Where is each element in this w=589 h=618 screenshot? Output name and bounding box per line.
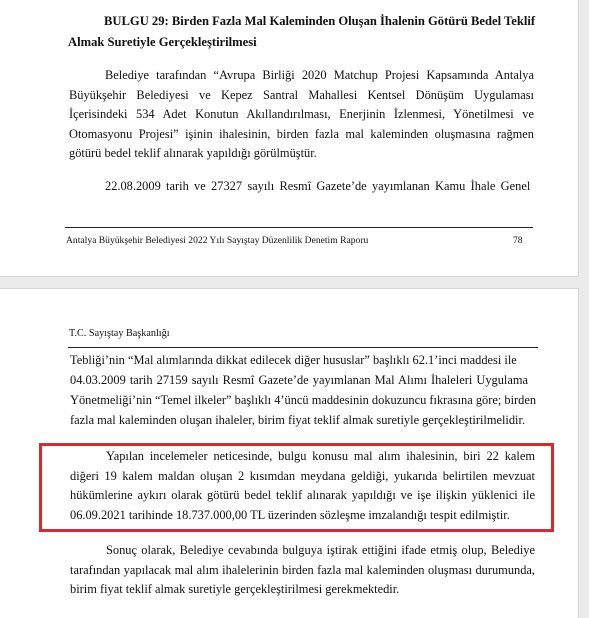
page-header: T.C. Sayıştay Başkanlığı (69, 328, 170, 339)
finding-paragraph: Belediye tarafından “Avrupa Birliği 2020 Matchup Projesi Kapsamında Antalya Büyükşehir Belediyesi ve Kepez Santral Mahallesi Kentsel Dönüşüm Uygulaması İçerisindeki 534 Adet Konutun Akıllandırılması, Enerjinin İzlenmesi, Yönetilmesi ve Otomasyonu Projesi” işinin ihalesinin, birden fazla mal kaleminden oluşmasına rağmen götürü bedel teklif alınarak yapıldığı görülmüştür. (69, 68, 534, 161)
finding-heading: BULGU 29: Birden Fazla Mal Kaleminden Oluşan İhalenin Götürü Bedel Teklif Almak Suretiyle Gerçekleştirilmesi (68, 14, 536, 49)
highlighted-finding-paragraph: Yapılan incelemeler neticesinde, bulgu konusu mal alım ihalesinin, biri 22 kalem diğeri 19 kalem maldan oluşan 2 kısımdan meydana geldiği, yukarıda belirtilen mevzuat hükümlerine aykırı olarak götürü bedel teklif alınarak yapıldığı ve işe ilişkin yüklenici ile 06.09.2021 tarihinde 18.737.000,00 TL üzerinden sözleşme imzalandığı tespit edilmiştir. (70, 449, 535, 522)
paragraph-line: 04.03.2009 tarih 27159 sayılı Resmî Gazete’de yayımlanan Mal Alımı İhaleleri Uygulama (70, 373, 529, 387)
footer-divider (65, 227, 533, 228)
paragraph-line: fazla mal kaleminden oluşan ihaleler, birim fiyat teklif almak suretiyle gerçekleştirilmelidir. (70, 413, 526, 427)
header-divider (68, 347, 538, 348)
paragraph-line: Tebliği’nin “Mal alımlarında dikkat edilecek diğer hususlar” başlıklı 62.1’inci maddesi ile (70, 353, 517, 367)
report-page-79 (0, 288, 579, 618)
page-footer-title: Antalya Büyükşehir Belediyesi 2022 Yılı Sayıştay Düzenlilik Denetim Raporu (66, 235, 369, 246)
conclusion-paragraph: Sonuç olarak, Belediye cevabında bulguya iştirak ettiğini ifade etmiş olup, Belediye tarafından yapılacak mal alım ihalelerinin birden fazla mal kaleminden oluşması durumunda, birim fiyat teklif almak suretiyle gerçekleştirilmesi gerekmektedir. (70, 543, 535, 597)
red-highlight-box (39, 443, 554, 532)
paragraph-line: Yönetmeliği’nin “Temel ilkeler” başlıklı 4’üncü maddesinin dokuzuncu fıkrasına göre; birden (70, 393, 537, 407)
report-page-78 (0, 0, 579, 277)
paragraph-continued-line: 22.08.2009 tarih ve 27327 sayılı Resmî Gazete’de yayımlanan Kamu İhale Genel (105, 179, 531, 193)
page-number: 78 (513, 235, 523, 246)
